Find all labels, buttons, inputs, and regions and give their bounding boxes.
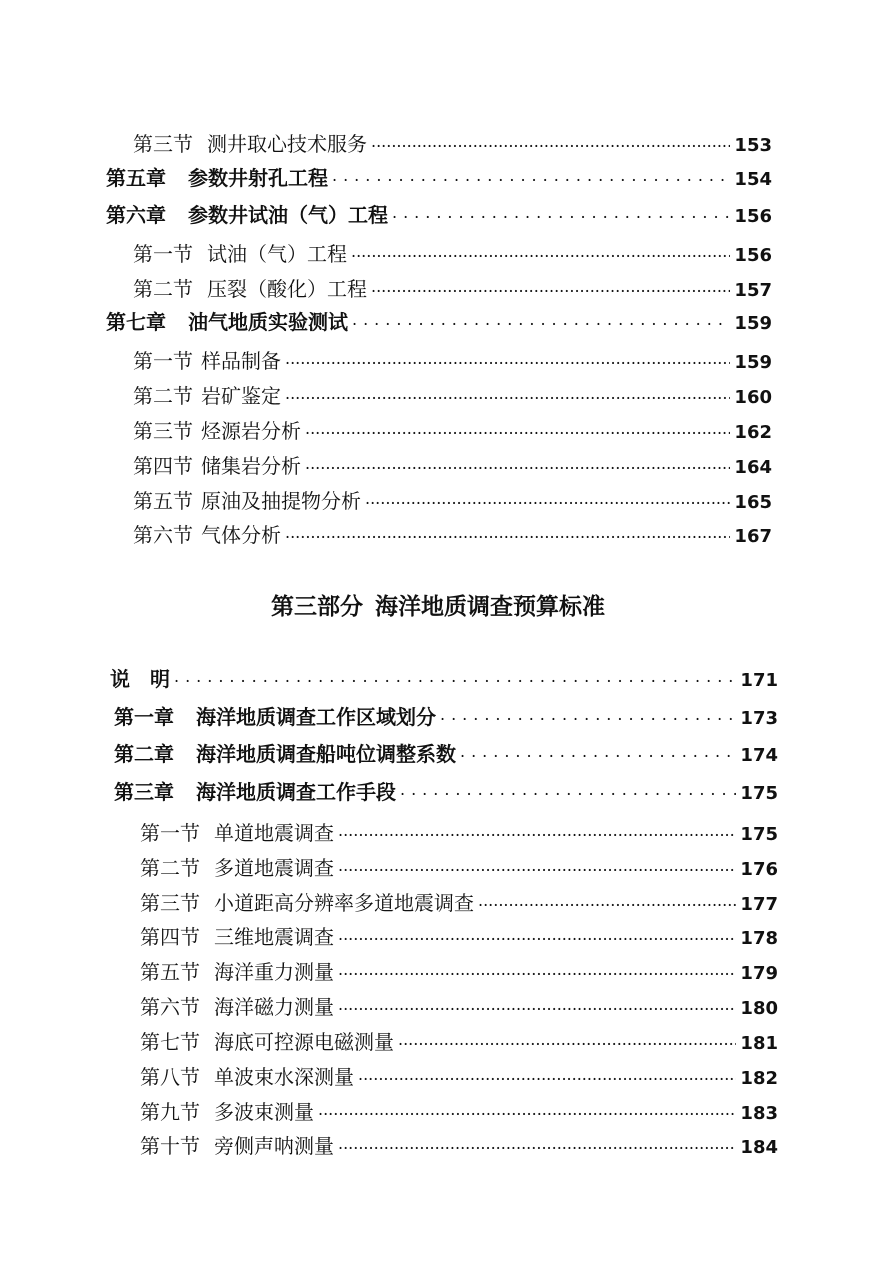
dot-leader (285, 352, 730, 368)
dot-leader (365, 492, 730, 508)
page-number: 175 (740, 824, 778, 845)
toc-entry-p3-4[interactable] (140, 817, 778, 846)
toc-entry-p3-11[interactable] (140, 1061, 778, 1090)
page-number: 160 (734, 387, 772, 408)
dot-leader (358, 1068, 736, 1084)
toc-entry-label: 第三节 测井取心技术服务 (133, 132, 367, 156)
dot-leader (338, 998, 736, 1014)
page-number: 176 (740, 859, 778, 880)
dot-leader (371, 135, 730, 151)
toc-entry-p3-6[interactable] (140, 887, 778, 916)
toc-entry-label: 第二节 岩矿鉴定 (133, 384, 281, 408)
dot-leader (318, 1103, 736, 1119)
dot-leader (478, 894, 736, 910)
toc-entry-p3-7[interactable] (140, 921, 778, 950)
page-number: 162 (734, 422, 772, 443)
page-number: 156 (734, 245, 772, 266)
toc-entry-p1-5[interactable] (106, 306, 772, 335)
page-number: 173 (740, 708, 778, 729)
toc-entry-label: 第四节 储集岩分析 (133, 454, 301, 478)
toc-entry-label: 第五节 原油及抽提物分析 (133, 489, 361, 513)
dot-leader (371, 280, 730, 296)
page-number: 179 (740, 963, 778, 984)
toc-entry-p1-6[interactable] (133, 345, 772, 374)
part-heading: 第三部分 海洋地质调查预算标准 (271, 594, 605, 620)
toc-entry-label: 第五节 海洋重力测量 (140, 960, 334, 984)
toc-entry-p3-0[interactable] (110, 663, 778, 692)
toc-entry-label: 第一节 样品制备 (133, 349, 281, 373)
dot-leader (460, 745, 736, 761)
toc-entry-label: 第九节 多波束测量 (140, 1100, 314, 1124)
toc-entry-label: 第五章 参数井射孔工程 (106, 166, 328, 190)
page-number: 154 (734, 169, 772, 190)
dot-leader (338, 928, 736, 944)
page-number: 178 (740, 928, 778, 949)
dot-leader (338, 1137, 736, 1153)
page-number: 164 (734, 457, 772, 478)
toc-entry-label: 第七节 海底可控源电磁测量 (140, 1030, 394, 1054)
page-number: 159 (734, 313, 772, 334)
toc-entry-p1-8[interactable] (133, 415, 772, 444)
dot-leader (305, 457, 730, 473)
toc-entry-label: 第三节 小道距高分辨率多道地震调查 (140, 891, 474, 915)
toc-entry-p3-13[interactable] (140, 1130, 778, 1159)
page-number: 174 (740, 745, 778, 766)
toc-entry-label: 第八节 单波束水深测量 (140, 1065, 354, 1089)
dot-leader (338, 824, 736, 840)
page-number: 167 (734, 526, 772, 547)
toc-entry-label: 第六节 气体分析 (133, 523, 281, 547)
toc-entry-p3-12[interactable] (140, 1096, 778, 1125)
toc-entry-p3-3[interactable] (114, 776, 778, 805)
dot-leader (174, 670, 736, 686)
toc-entry-p3-10[interactable] (140, 1026, 778, 1055)
page-number: 156 (734, 206, 772, 227)
page-number: 184 (740, 1137, 778, 1158)
page-number: 165 (734, 492, 772, 513)
toc-entry-p1-4[interactable] (133, 273, 772, 302)
toc-entry-label: 第二节 压裂（酸化）工程 (133, 277, 367, 301)
dot-leader (332, 169, 730, 185)
page-number: 180 (740, 998, 778, 1019)
toc-entry-p1-7[interactable] (133, 380, 772, 409)
toc-entry-p3-1[interactable] (114, 701, 778, 730)
dot-leader (351, 245, 730, 261)
toc-entry-label: 第一节 单道地震调查 (140, 821, 334, 845)
toc-entry-p1-9[interactable] (133, 450, 772, 479)
toc-entry-p3-5[interactable] (140, 852, 778, 881)
toc-entry-label: 第六章 参数井试油（气）工程 (106, 203, 388, 227)
dot-leader (285, 526, 730, 542)
toc-entry-p3-9[interactable] (140, 991, 778, 1020)
page-number: 153 (734, 135, 772, 156)
toc-entry-p3-8[interactable] (140, 956, 778, 985)
page-number: 181 (740, 1033, 778, 1054)
dot-leader (285, 387, 730, 403)
dot-leader (352, 313, 730, 329)
toc-entry-p1-11[interactable] (133, 519, 772, 548)
dot-leader (392, 206, 730, 222)
dot-leader (398, 1033, 736, 1049)
toc-entry-p3-2[interactable] (114, 738, 778, 767)
dot-leader (338, 963, 736, 979)
toc-entry-p1-1[interactable] (106, 162, 772, 191)
toc-entry-label: 第二章 海洋地质调查船吨位调整系数 (114, 742, 456, 766)
page-number: 183 (740, 1103, 778, 1124)
toc-entry-label: 第一章 海洋地质调查工作区域划分 (114, 705, 436, 729)
dot-leader (305, 422, 730, 438)
page-number: 182 (740, 1068, 778, 1089)
toc-entry-label: 第六节 海洋磁力测量 (140, 995, 334, 1019)
page-number: 175 (740, 783, 778, 804)
toc-entry-label: 第四节 三维地震调查 (140, 925, 334, 949)
toc-entry-p1-3[interactable] (133, 238, 772, 267)
toc-entry-p1-10[interactable] (133, 485, 772, 514)
toc-entry-label: 第三章 海洋地质调查工作手段 (114, 780, 396, 804)
page-number: 171 (740, 670, 778, 691)
page-number: 157 (734, 280, 772, 301)
toc-entry-p1-0[interactable] (133, 128, 772, 157)
toc-entry-label: 说 明 (110, 667, 170, 691)
toc-entry-label: 第一节 试油（气）工程 (133, 242, 347, 266)
toc-entry-label: 第七章 油气地质实验测试 (106, 310, 348, 334)
toc-entry-p1-2[interactable] (106, 199, 772, 228)
dot-leader (400, 783, 736, 799)
page-number: 159 (734, 352, 772, 373)
toc-entry-label: 第三节 烃源岩分析 (133, 419, 301, 443)
dot-leader (338, 859, 736, 875)
page-number: 177 (740, 894, 778, 915)
toc-entry-label: 第十节 旁侧声呐测量 (140, 1134, 334, 1158)
dot-leader (440, 708, 736, 724)
toc-entry-label: 第二节 多道地震调查 (140, 856, 334, 880)
